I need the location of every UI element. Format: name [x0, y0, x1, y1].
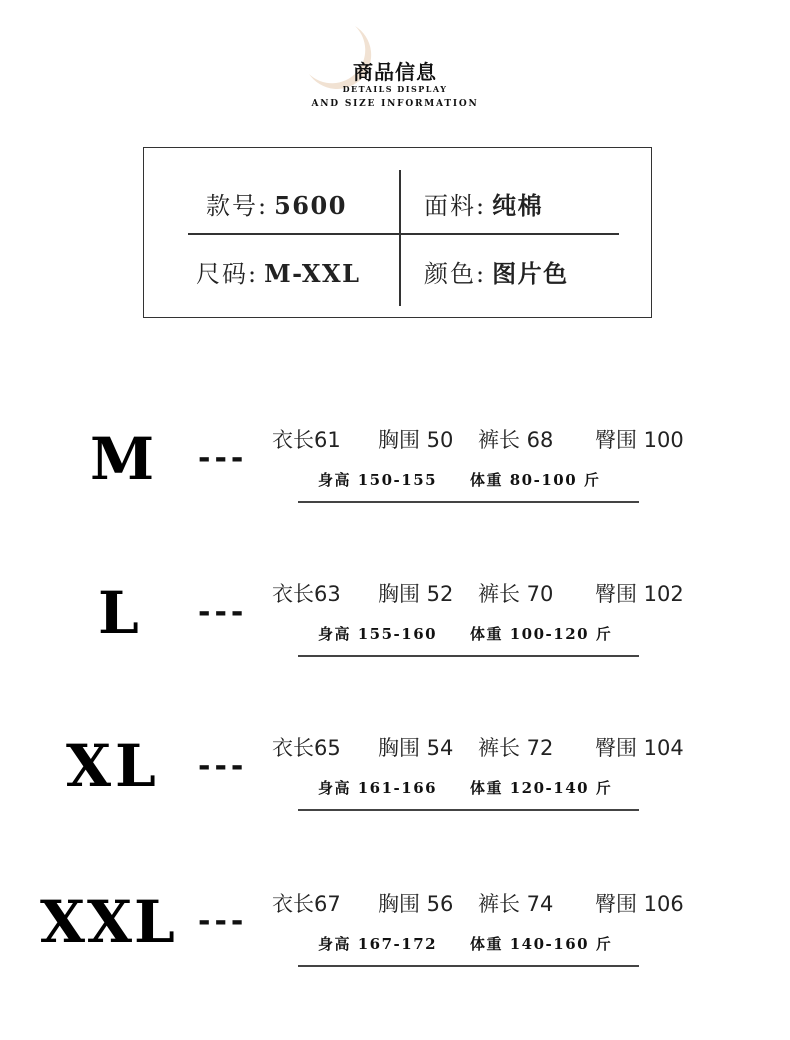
size-range-value: M-XXL: [264, 259, 361, 288]
color: [424, 254, 569, 289]
size-xl-weight: 体重 120-140 斤: [470, 779, 613, 797]
fabric-value: 纯棉: [492, 191, 544, 220]
size-l-height: 身高 155-160: [318, 625, 438, 643]
size-m-length: 衣长61: [272, 428, 341, 452]
size-xl-hip: 臀围 104: [595, 736, 684, 760]
fabric: [424, 186, 543, 221]
model-number-label: 款号:: [206, 192, 269, 220]
size-xxl-length: 衣长67: [272, 892, 341, 916]
size-range: [196, 254, 361, 289]
size-xl-underline: [298, 809, 639, 811]
size-xl-length: 衣长65: [272, 736, 341, 760]
page-title: 商品信息: [353, 60, 437, 84]
size-xxl-hip: 臀围 106: [595, 892, 684, 916]
size-letter-l: L: [98, 579, 139, 647]
size-l-weight: 体重 100-120 斤: [470, 625, 613, 643]
size-l-dashes: ---: [198, 595, 248, 630]
color-value: 图片色: [492, 259, 569, 288]
model-number-value: 5600: [274, 191, 347, 220]
size-xl-height: 身高 161-166: [318, 779, 438, 797]
size-range-label: 尺码:: [196, 260, 259, 288]
size-letter-xxl: XXL: [40, 888, 177, 956]
size-letter-xl: XL: [66, 732, 160, 800]
info-box-horizontal-divider: [188, 233, 619, 235]
size-l-hip: 臀围 102: [595, 582, 684, 606]
size-xxl-chest: 胸围 56: [378, 892, 454, 916]
size-xxl-height: 身高 167-172: [318, 935, 438, 953]
fabric-label: 面料:: [424, 192, 487, 220]
page-subtitle-details: DETAILS DISPLAY: [342, 84, 448, 94]
size-m-underline: [298, 501, 639, 503]
size-xl-dashes: ---: [198, 749, 248, 784]
size-l-pants-length: 裤长 70: [478, 582, 554, 606]
size-xl-chest: 胸围 54: [378, 736, 454, 760]
color-label: 颜色:: [424, 260, 487, 288]
size-letter-m: M: [90, 425, 155, 493]
model-number: [206, 186, 347, 221]
size-m-height: 身高 150-155: [318, 471, 438, 489]
size-l-length: 衣长63: [272, 582, 341, 606]
size-l-underline: [298, 655, 639, 657]
size-m-chest: 胸围 50: [378, 428, 454, 452]
size-xxl-dashes: ---: [198, 904, 248, 939]
size-m-pants-length: 裤长 68: [478, 428, 554, 452]
size-xl-pants-length: 裤长 72: [478, 736, 554, 760]
size-m-dashes: ---: [198, 441, 248, 476]
size-m-hip: 臀围 100: [595, 428, 684, 452]
size-l-chest: 胸围 52: [378, 582, 454, 606]
size-xxl-pants-length: 裤长 74: [478, 892, 554, 916]
size-xxl-weight: 体重 140-160 斤: [470, 935, 613, 953]
size-xxl-underline: [298, 965, 639, 967]
header: [0, 0, 790, 120]
size-m-weight: 体重 80-100 斤: [470, 471, 601, 489]
info-box-vertical-divider: [399, 170, 401, 306]
page-subtitle-size-info: AND SIZE INFORMATION: [311, 99, 479, 109]
